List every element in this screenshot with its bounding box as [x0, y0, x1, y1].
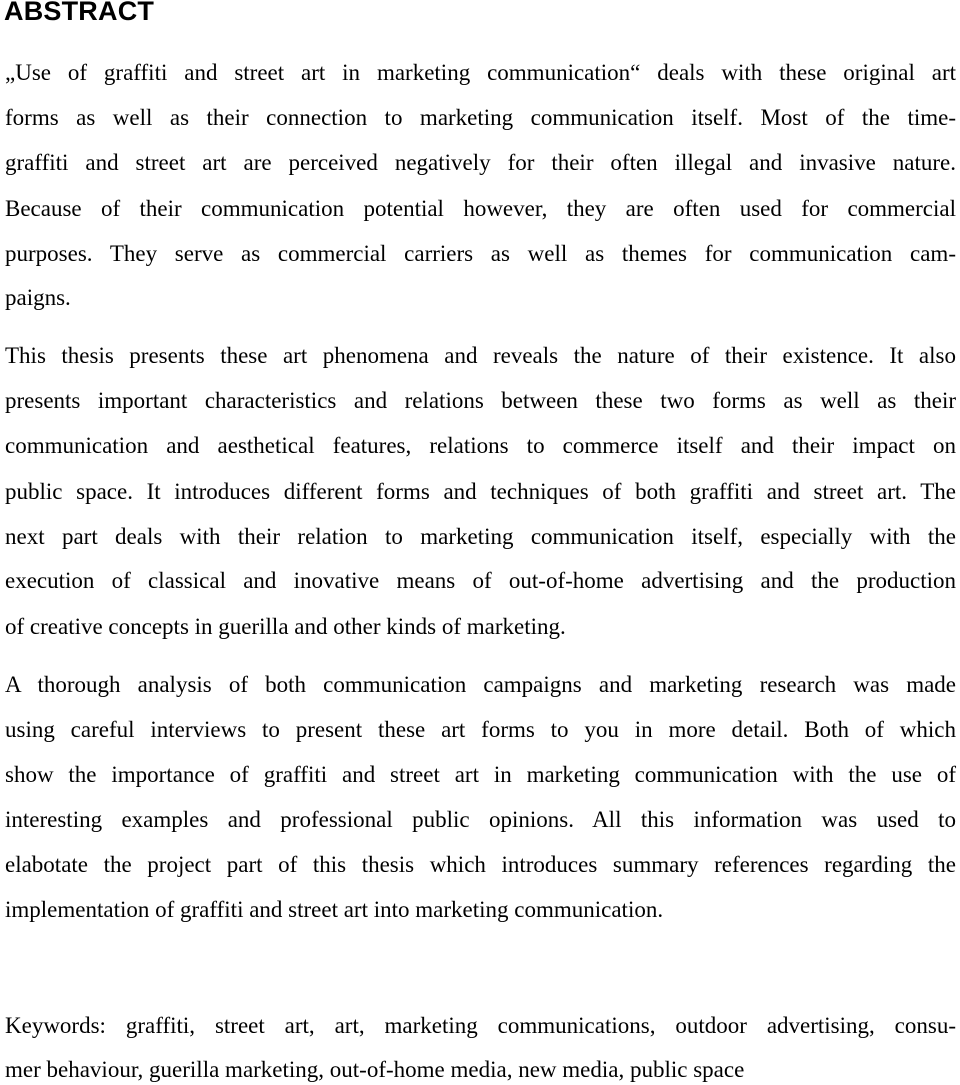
text-line: communication and aesthetical features, relations to commerce itself and their impact on: [5, 433, 956, 458]
text-line: of creative concepts in guerilla and other kinds of marketing.: [5, 614, 566, 639]
text-line: Because of their communication potential however, they are often used for commercial: [5, 196, 956, 221]
text-line: implementation of graffiti and street art into marketing communication.: [5, 897, 664, 922]
text-line: next part deals with their relation to marketing communication itself, especially with the: [5, 524, 956, 549]
text-line: show the importance of graffiti and street art in marketing communication with the use of: [5, 762, 956, 787]
text-line: graffiti and street art are perceived negatively for their often illegal and invasive nature.: [5, 150, 956, 175]
text-line: elabotate the project part of this thesis which introduces summary references regarding the: [5, 852, 956, 877]
text-line: public space. It introduces different forms and techniques of both graffiti and street art. The: [5, 479, 956, 504]
text-line: „Use of graffiti and street art in marketing communication“ deals with these original art: [5, 60, 956, 85]
text-line: paigns.: [5, 285, 71, 310]
text-line: interesting examples and professional public opinions. All this information was used to: [5, 807, 956, 832]
text-line: presents important characteristics and relations between these two forms as well as their: [5, 388, 956, 413]
text-line: purposes. They serve as commercial carriers as well as themes for communication cam-: [5, 241, 956, 266]
text-line: execution of classical and inovative means of out-of-home advertising and the production: [5, 568, 956, 593]
text-line: A thorough analysis of both communication campaigns and marketing research was made: [5, 672, 956, 697]
text-line: This thesis presents these art phenomena and reveals the nature of their existence. It also: [5, 343, 956, 368]
text-line: using careful interviews to present these art forms to you in more detail. Both of which: [5, 717, 956, 742]
keywords-line: Keywords: graffiti, street art, art, marketing communications, outdoor advertising, consu-: [5, 1013, 956, 1038]
section-heading: ABSTRACT: [4, 0, 155, 26]
keywords-line: mer behaviour, guerilla marketing, out-of-home media, new media, public space: [5, 1057, 745, 1082]
text-line: forms as well as their connection to marketing communication itself. Most of the time-: [5, 105, 956, 130]
